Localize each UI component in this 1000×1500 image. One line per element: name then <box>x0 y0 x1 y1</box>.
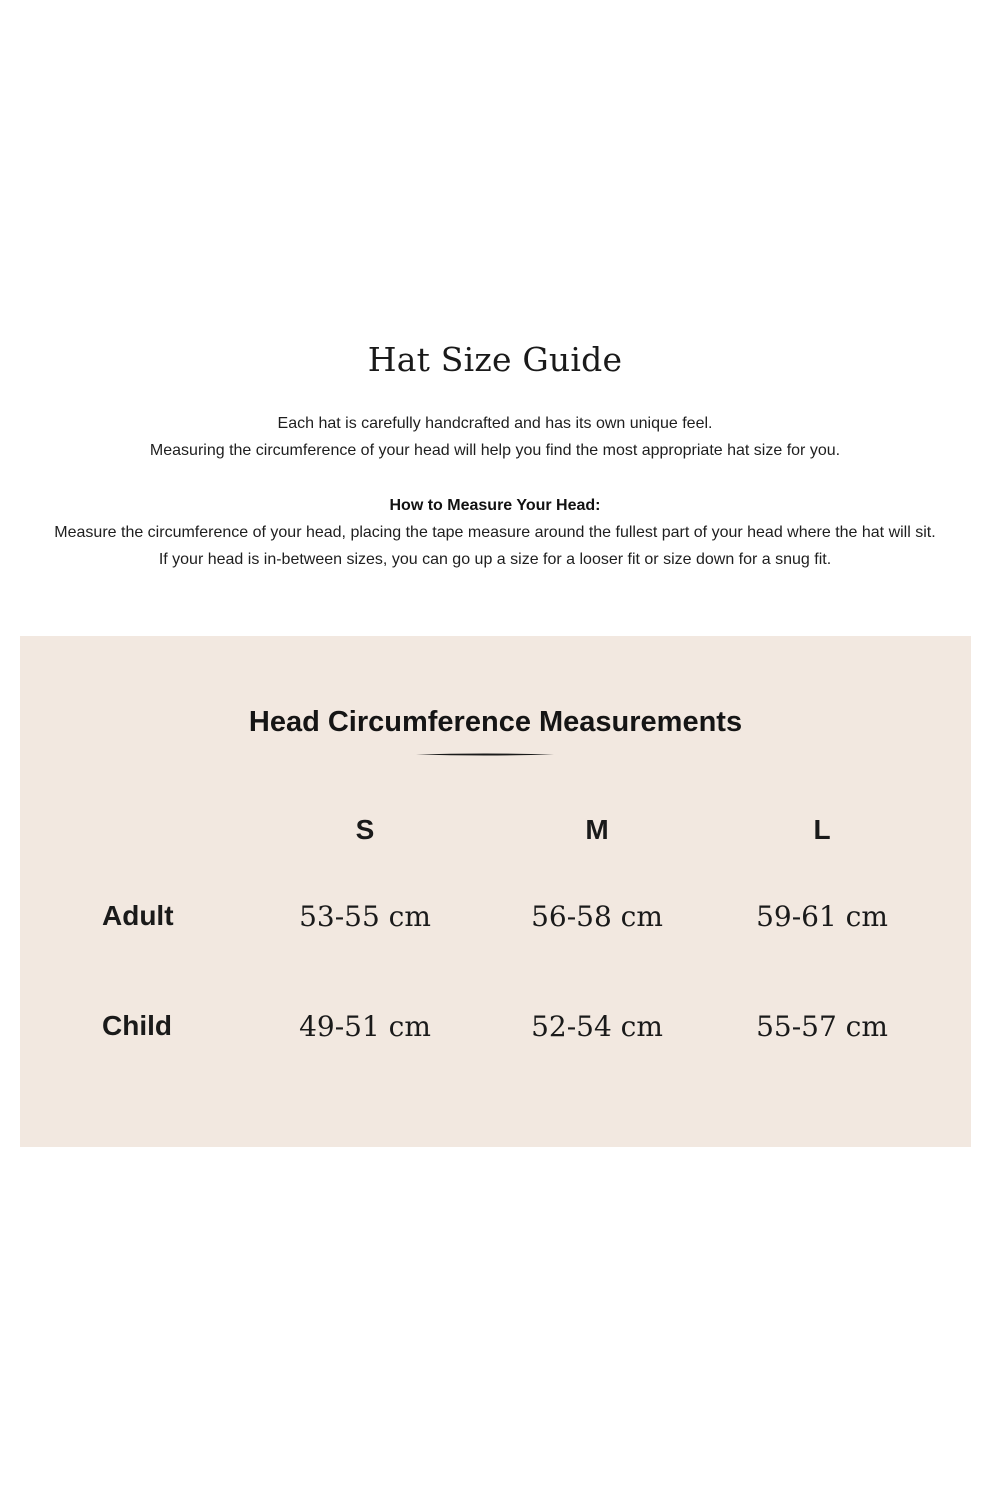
intro-line-1: Each hat is carefully handcrafted and has its own unique feel. <box>277 415 713 432</box>
page-title: Hat Size Guide <box>367 340 623 379</box>
measurements-title: Head Circumference Measurements <box>248 706 743 738</box>
child-size-m-value: 52-54 cm <box>531 1010 663 1043</box>
child-size-l-value: 55-57 cm <box>756 1010 888 1043</box>
adult-size-m-value: 56-58 cm <box>531 900 663 933</box>
title-underline-divider <box>416 753 554 756</box>
how-to-measure-line-1: Measure the circumference of your head, placing the tape measure around the fullest part of your head where the hat will sit. <box>54 524 936 541</box>
row-label-child: Child <box>102 1010 172 1041</box>
intro-line-2: Measuring the circumference of your head will help you find the most appropriate hat size for you. <box>149 442 841 459</box>
measurements-panel <box>20 636 971 1147</box>
size-header-m: M <box>585 814 609 845</box>
row-label-adult: Adult <box>102 900 174 931</box>
how-to-measure-line-2: If your head is in-between sizes, you can go up a size for a looser fit or size down for a snug fit. <box>158 551 832 568</box>
adult-size-s-value: 53-55 cm <box>299 900 431 933</box>
size-header-l: L <box>813 814 831 845</box>
how-to-measure-heading: How to Measure Your Head: <box>389 497 601 514</box>
adult-size-l-value: 59-61 cm <box>756 900 888 933</box>
child-size-s-value: 49-51 cm <box>299 1010 431 1043</box>
size-header-s: S <box>355 814 375 845</box>
how-to-measure-section <box>0 492 990 573</box>
intro-text <box>0 410 990 464</box>
